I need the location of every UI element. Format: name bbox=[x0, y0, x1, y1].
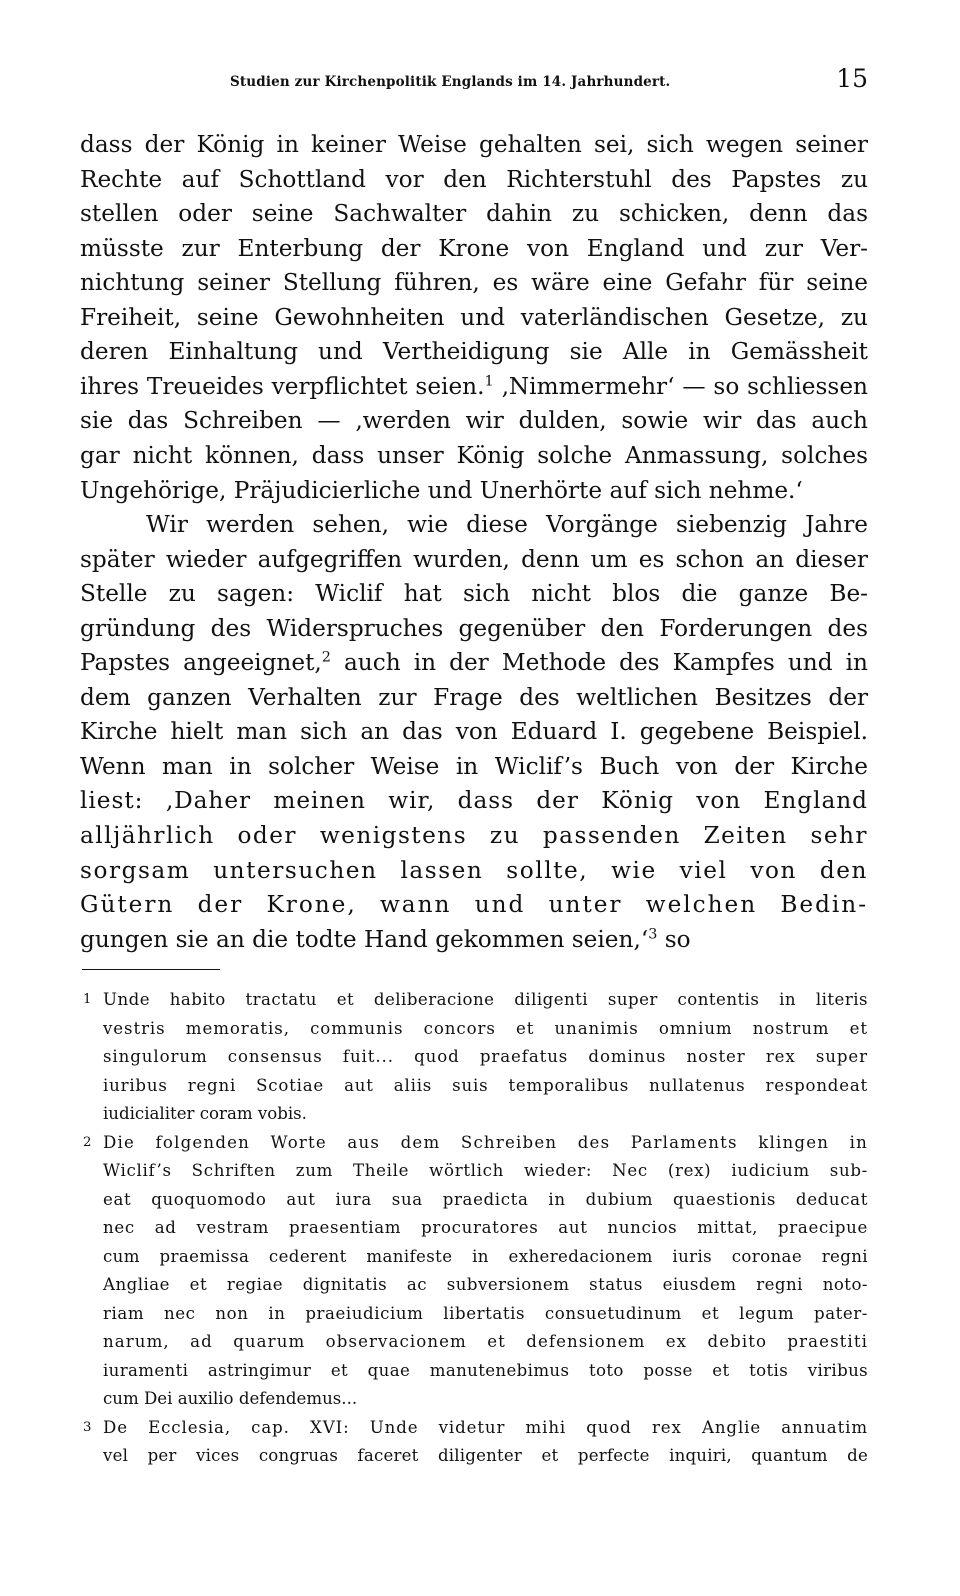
footnote-reference: 3 bbox=[648, 926, 658, 943]
line-text: eat quoquomodo aut iura sua praedicta in dubium quaestionis deducat bbox=[103, 1190, 868, 1209]
body-line bbox=[80, 855, 868, 887]
line-text-continued: so bbox=[657, 926, 691, 953]
body-line bbox=[80, 302, 868, 334]
line-text: stellen oder seine Sachwalter dahin zu schicken, denn das bbox=[80, 200, 868, 227]
footnote-line bbox=[83, 1130, 868, 1156]
footnote-line bbox=[103, 1158, 868, 1184]
line-text: vel per vices congruas faceret diligenter et perfecte inquiri, quantum de bbox=[103, 1446, 868, 1465]
line-text: dass der König in keiner Weise gehalten sei, sich wegen seiner bbox=[80, 131, 868, 158]
line-text: nichtung seiner Stellung führen, es wäre eine Gefahr für seine bbox=[80, 269, 868, 296]
footnote-line bbox=[103, 1358, 868, 1384]
body-line bbox=[80, 924, 868, 956]
line-text: Wenn man in solcher Weise in Wiclif’s Buch von der Kirche bbox=[80, 753, 868, 780]
body-line bbox=[80, 336, 868, 368]
line-text: De Ecclesia, cap. XVI: Unde videtur mihi quod rex Anglie annuatim bbox=[103, 1418, 868, 1437]
footnote-line bbox=[103, 1044, 868, 1070]
body-line bbox=[80, 578, 868, 610]
body-line bbox=[80, 889, 868, 921]
body-line bbox=[80, 785, 868, 817]
line-text: gar nicht können, dass unser König solche Anmassung, solches bbox=[80, 442, 868, 469]
line-text: Wir werden sehen, wie diese Vorgänge siebenzig Jahre bbox=[146, 511, 868, 538]
line-text: cum Dei auxilio defendemus... bbox=[103, 1389, 358, 1408]
line-text: nec ad vestram praesentiam procuratores aut nuncios mittat, praecipue bbox=[103, 1218, 868, 1237]
body-line bbox=[80, 405, 868, 437]
line-text: riam nec non in praeiudicium libertatis consuetudinum et legum pater- bbox=[103, 1304, 868, 1323]
footnote-divider bbox=[82, 969, 220, 970]
footnote-marker: 3 bbox=[83, 1420, 92, 1435]
line-text: narum, ad quarum observacionem et defensionem ex debito praestiti bbox=[103, 1332, 868, 1351]
line-text: iuribus regni Scotiae aut aliis suis temporalibus nullatenus respondeat bbox=[103, 1076, 868, 1095]
line-text: gungen sie an die todte Hand gekommen seien,‘ bbox=[80, 926, 649, 953]
body-line bbox=[80, 544, 868, 576]
line-text: iuramenti astringimur et quae manutenebimus toto posse et totis viribus bbox=[103, 1361, 868, 1380]
footnote-line bbox=[103, 1187, 868, 1213]
line-text-continued: auch in der Methode des Kampfes und in bbox=[330, 649, 869, 676]
body-line bbox=[80, 613, 868, 645]
body-line bbox=[80, 371, 868, 403]
footnote-reference: 2 bbox=[321, 649, 331, 666]
line-text: Papstes angeeignet, bbox=[80, 649, 322, 676]
body-line bbox=[80, 164, 868, 196]
footnote-reference: 1 bbox=[484, 373, 494, 390]
running-head bbox=[80, 64, 870, 98]
body-line bbox=[80, 751, 868, 783]
line-text: Gütern der Krone, wann und unter welchen Bedin- bbox=[80, 891, 868, 918]
body-line bbox=[80, 129, 868, 161]
footnote-line bbox=[103, 1272, 868, 1298]
line-text: alljährlich oder wenigstens zu passenden Zeiten sehr bbox=[80, 822, 868, 849]
line-text: Kirche hielt man sich an das von Eduard I. gegebene Beispiel. bbox=[80, 718, 868, 745]
body-line bbox=[80, 233, 868, 265]
body-line bbox=[80, 820, 868, 852]
body-line bbox=[80, 267, 868, 299]
line-text: dem ganzen Verhalten zur Frage des weltlichen Besitzes der bbox=[80, 684, 868, 711]
line-text: Wiclif’s Schriften zum Theile wörtlich wieder: Nec (rex) iudicium sub- bbox=[103, 1161, 868, 1180]
line-text: ihres Treueides verpflichtet seien. bbox=[80, 373, 485, 400]
line-text: vestris memoratis, communis concors et unanimis omnium nostrum et bbox=[103, 1019, 868, 1038]
footnote-line bbox=[103, 1215, 868, 1241]
line-text: Die folgenden Worte aus dem Schreiben des Parlaments klingen in bbox=[103, 1133, 868, 1152]
line-text: später wieder aufgegriffen wurden, denn um es schon an dieser bbox=[80, 546, 868, 573]
body-line bbox=[146, 509, 868, 541]
line-text: Rechte auf Schottland vor den Richterstuhl des Papstes zu bbox=[80, 166, 868, 193]
line-text: müsste zur Enterbung der Krone von England und zur Ver- bbox=[80, 235, 868, 262]
body-line bbox=[80, 198, 868, 230]
line-text: Ungehörige, Präjudicierliche und Unerhörte auf sich nehme.‘ bbox=[80, 477, 803, 504]
line-text: sorgsam untersuchen lassen sollte, wie viel von den bbox=[80, 857, 868, 884]
footnote-line bbox=[103, 1386, 868, 1412]
line-text: Unde habito tractatu et deliberacione diligenti super contentis in literis bbox=[103, 990, 868, 1009]
footnote-marker: 1 bbox=[83, 992, 92, 1007]
body-line bbox=[80, 475, 868, 507]
footnote-line bbox=[103, 1329, 868, 1355]
body-line bbox=[80, 647, 868, 679]
line-text: Freiheit, seine Gewohnheiten und vaterländischen Gesetze, zu bbox=[80, 304, 868, 331]
line-text: singulorum consensus fuit... quod praefatus dominus noster rex super bbox=[103, 1047, 868, 1066]
body-line bbox=[80, 682, 868, 714]
footnote-line bbox=[83, 1415, 868, 1441]
line-text: deren Einhaltung und Vertheidigung sie Alle in Gemässheit bbox=[80, 338, 868, 365]
page-number: 15 bbox=[836, 64, 868, 93]
footnote-line bbox=[103, 1301, 868, 1327]
line-text: Angliae et regiae dignitatis ac subversionem status eiusdem regni noto- bbox=[103, 1275, 868, 1294]
footnote-marker: 2 bbox=[83, 1135, 92, 1150]
line-text: sie das Schreiben — ‚werden wir dulden, sowie wir das auch bbox=[80, 407, 868, 434]
footnote-line bbox=[83, 987, 868, 1013]
footnote-line bbox=[103, 1244, 868, 1270]
body-line bbox=[80, 716, 868, 748]
line-text: liest: ‚Daher meinen wir, dass der König von England bbox=[80, 787, 868, 814]
footnote-line bbox=[103, 1443, 868, 1469]
running-title: Studien zur Kirchenpolitik Englands im 14. Jahrhundert. bbox=[230, 74, 671, 90]
footnote-line bbox=[103, 1073, 868, 1099]
line-text: Stelle zu sagen: Wiclif hat sich nicht blos die ganze Be- bbox=[80, 580, 868, 607]
line-text: cum praemissa cederent manifeste in exheredacionem iuris coronae regni bbox=[103, 1247, 868, 1266]
line-text: iudicialiter coram vobis. bbox=[103, 1104, 307, 1123]
line-text: gründung des Widerspruches gegenüber den Forderungen des bbox=[80, 615, 868, 642]
footnote-line bbox=[103, 1101, 868, 1127]
line-text-continued: ‚Nimmermehr‘ — so schliessen bbox=[493, 373, 868, 400]
body-line bbox=[80, 440, 868, 472]
footnote-line bbox=[103, 1016, 868, 1042]
